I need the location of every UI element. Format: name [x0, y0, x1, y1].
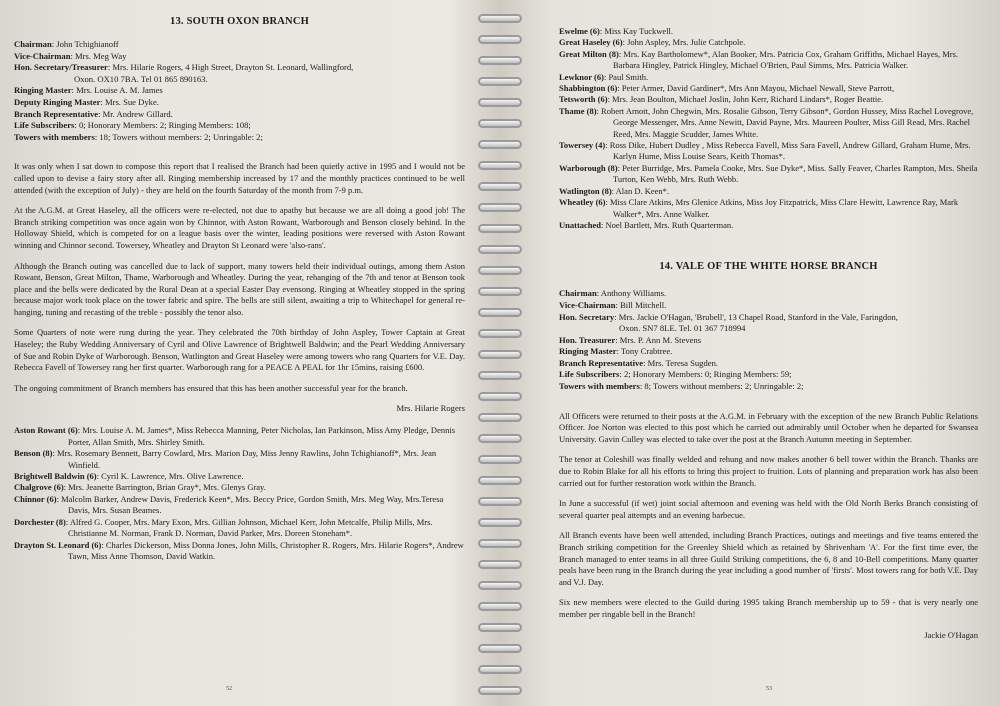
officer-row [559, 335, 978, 347]
tower-name: Tetsworth (6) [559, 94, 608, 105]
tower-entry [559, 37, 978, 48]
officer-row [559, 369, 978, 381]
report-paragraph: In June a successful (if wet) joint social afternoon and evening was held with the Old North Berks Branch consisting of several quarter peal attempts and an evening barbecue. [559, 498, 978, 520]
tower-members: : Peter Armer, David Gardiner*, Mrs Ann Mayou, Michael Newall, Steve Parrott, [617, 83, 895, 94]
officer-value: : Anthony Williams. [596, 288, 667, 299]
signature: Jackie O'Hagan [924, 629, 978, 640]
report-paragraph: It was only when I sat down to compose this report that I realised the Branch had been quietly active in 1995 and I would not be called upon to devise a fairy story after all. Ringing membership increased by 17 and the monthly practices continued to be well attended (with the exception of July) - they are held on the fourth Saturday of the month from 7-9 p.m. [14, 161, 465, 195]
report-paragraph: All Officers were returned to their posts at the A.G.M. in February with the exception of the new Branch Public Relations Officer. Joe Norton was elected to this post which he carried out admirably until October when he departed for Swansea University. Gavin Culley was elected to take over the post at the Branch Autumn meeting in September. [559, 410, 978, 444]
officer-label: Life Subscribers [559, 369, 620, 380]
officer-value: : Mrs. P. Ann M. Stevens [615, 334, 702, 345]
tower-name: Wheatley (6) [559, 197, 606, 208]
officer-value: : 0; Honorary Members: 2; Ringing Members: 108; [74, 120, 251, 131]
tower-members: : Robert Arnott, John Chegwin, Mrs. Rosalie Gibson, Terry Gibson*, Gordon Hussey, Miss Rachel Lovegrove, George Messenger, Mrs. Anne Newitt, David Payne, Mrs. Maureen Poulter, Miss Gill Read, Mrs. Rachel Reed, Mrs. Maggie Scudder, James White. [596, 105, 974, 139]
tower-entry [14, 517, 465, 540]
tower-name: Chinnor (6) [14, 493, 57, 504]
tower-list [559, 26, 978, 231]
tower-entry [559, 26, 978, 37]
tower-entry [14, 448, 465, 471]
tower-entry [14, 494, 465, 517]
tower-name: Aston Rowant (6) [14, 425, 78, 436]
tower-members: : Peter Burridge, Mrs. Pamela Cooke, Mrs. Sue Dyke*, Miss. Sally Feaver, Charles Rampton, Mrs. Sheila Turton, Ken Webb, Mrs. Ruth Webb. [613, 162, 978, 185]
officer-value: : Mrs. Hilarie Rogers, 4 High Street, Drayton St. Leonard, Wallingford, [107, 62, 354, 73]
tower-name: Unattached [559, 219, 602, 230]
branch-heading: 14. VALE OF THE WHITE HORSE BRANCH [659, 261, 878, 273]
officer-label: Branch Representative [559, 357, 644, 368]
tower-name: Ewelme (6) [559, 26, 600, 36]
officer-row [14, 74, 465, 86]
tower-entry [559, 94, 978, 105]
officer-label: Deputy Ringing Master [14, 96, 101, 107]
report-paragraph: At the A.G.M. at Great Haseley, all the officers were re-elected, not due to apathy but because we are all doing a good job! The Branch striking competition was once again won by Chinnor, with Aston Rowant, Warborough and Benson closely behind. In the Holloway Shield, which is competed for on a league basis over the winter, leading positions were reversed with Aston Rowant winning and Chinnor second. Towersey, Wheatley and Drayton St Leonard were 'also-rans'. [14, 205, 465, 250]
officer-value: : Mrs. Jackie O'Hagan, 'Brubell', 13 Chapel Road, Stanford in the Vale, Faringdon, [614, 311, 898, 322]
report-paragraph: Some Quarters of note were rung during the year. They celebrated the 70th birthday of John Aspley, Tower Captain at Great Haseley; the Ruby Wedding Anniversary of Cyril and Olive Lawrence of Brightwell Baldwin; and the Pearl Wedding Anniversary of Sue and Robin Dyke of Warborough. Benson, Watlington and Great Haseley were among towers who rang Quarters for V.E. Day. Rebecca Favell of Towersey rang her first quarter. Warborough rang for a PEACE A PEAL for 1hr 15mins, raising £600. [14, 327, 465, 373]
right-page [515, 0, 1000, 706]
officer-label: Vice-Chairman [14, 50, 71, 61]
tower-members: : Charles Dickerson, Miss Donna Jones, John Mills, Christopher R. Rogers, Mrs. Hilarie Rogers*, Andrew Tawn, Miss Anne Thomson, David Watkin. [68, 539, 464, 561]
tower-entry [559, 186, 978, 197]
officer-label: Chairman [14, 39, 52, 49]
tower-entry [14, 482, 465, 493]
officer-value: : Mr. Andrew Gillard. [98, 108, 173, 119]
page-number: 53 [766, 686, 772, 692]
tower-name: Drayton St. Leonard (6) [14, 539, 102, 550]
officer-row [559, 312, 978, 324]
report-paragraph: The ongoing commitment of Branch members has ensured that this has been another successful year for the branch. [14, 382, 408, 393]
report-paragraph: All Branch events have been well attended, including Branch Practices, outings and meetings and five teams entered the Branch striking competition for the Greenley Shield which as retained by Shrivenham 'A'. For the first time ever, the Branch managed to enter teams in all three Guild Striking competitions, the 6, 8 and 10-Bell competitions. Many quarter peals have been rung in the Branch during the year including a good number of 'firsts'. Most towers rang for both V.E. Day and V.J. Day. [559, 530, 978, 587]
tower-entry [559, 163, 978, 186]
tower-members: : Alan D. Keen*. [611, 185, 670, 196]
tower-name: Warborough (8) [559, 162, 618, 173]
officer-label: Chairman [559, 288, 597, 299]
officer-row [559, 381, 978, 393]
officer-value: : Mrs. Sue Dyke. [100, 96, 159, 107]
officer-value: : Mrs. Teresa Sugden. [643, 357, 719, 368]
tower-name: Towersey (4) [559, 140, 606, 151]
officers-list [559, 288, 978, 392]
officer-row [559, 323, 978, 335]
officer-row [14, 39, 465, 51]
tower-entry [14, 540, 465, 563]
tower-name: Great Haseley (6) [559, 37, 623, 48]
officer-row [559, 358, 978, 370]
officer-label: Ringing Master [559, 346, 617, 357]
tower-members: : Ross Dike, Hubert Dudley , Miss Rebecca Favell, Miss Sara Favell, Andrew Gillard, Graham Hume, Mrs. Karlyn Hume, Miss Louise Sears, Keith Thomas*. [605, 140, 971, 162]
tower-members: : Mrs. Jeanette Barrington, Brian Gray*, Mrs. Glenys Gray. [63, 482, 266, 493]
tower-members: : Cyril K. Lawrence, Mrs. Olive Lawrence. [96, 471, 244, 482]
tower-entry [559, 220, 978, 231]
page-number: 52 [226, 686, 232, 692]
officer-row [14, 51, 465, 63]
tower-members: : Mrs. Jean Boulton, Michael Joslin, John Kerr, Richard Lindars*, Roger Beattie. [607, 94, 884, 105]
tower-name: Lewknor (6) [559, 71, 604, 82]
tower-list [14, 425, 465, 562]
tower-name: Watlington (8) [559, 185, 612, 196]
tower-members: : Paul Smith. [603, 71, 649, 82]
tower-members: : Miss Clare Atkins, Mrs Glenice Atkins, Miss Joy Fitzpatrick, Miss Clare Hewitt, Lawrence Ray, Mark Walker*, Mrs. Anne Walker. [605, 197, 959, 219]
officer-label: Towers with members [559, 381, 640, 392]
officer-label: Vice-Chairman [559, 299, 616, 310]
report-text [14, 161, 465, 394]
report-paragraph: Six new members were elected to the Guild during 1995 taking Branch membership up to 59 - that is very nearly one member per ringable bell in the Branch! [559, 597, 978, 619]
officer-row [14, 62, 465, 74]
officer-row [14, 109, 465, 121]
officer-label: Ringing Master [14, 85, 72, 96]
tower-members: : Miss Kay Tuckwell. [599, 26, 674, 36]
officer-label: Hon. Treasurer [559, 334, 616, 345]
tower-entry [14, 471, 465, 482]
officer-label: Branch Representative [14, 108, 99, 119]
officer-label: Towers with members [14, 131, 95, 142]
officer-row [14, 132, 465, 144]
officers-list [14, 39, 465, 143]
tower-name: Shabbington (6) [559, 83, 618, 94]
tower-entry [559, 72, 978, 83]
officer-row [559, 346, 978, 358]
officer-value: : 18; Towers without members: 2; Unringable: 2; [94, 131, 263, 142]
tower-members: : Malcolm Barker, Andrew Davis, Frederick Keen*, Mrs. Beccy Price, Gordon Smith, Mrs. Meg Way, Mrs.Teresa Davis, Mrs. Susan Beames. [56, 493, 444, 516]
officer-row [559, 288, 978, 300]
tower-entry [559, 197, 978, 220]
officer-label: Life Subscribers [14, 120, 75, 131]
tower-name: Benson (8) [14, 448, 53, 459]
branch-heading: 13. SOUTH OXON BRANCH [170, 16, 309, 27]
officer-value: Oxon. OX10 7BA. Tel 01 865 890163. [74, 73, 208, 84]
officer-label: Hon. Secretary [559, 311, 615, 322]
report-paragraph: Although the Branch outing was cancelled due to lack of support, many towers held their individual outings, among them Aston Rowant, Benson, Great Milton, Thame, Warborough and Wheatley. During the year, rehanging of the 7th and tenor at Benson took place and the bells were dedicated by the Rural Dean at a special Easter Day evensong. Ringing at Wheatley stopped in the spring because major work took place on the tower fabric and spire. The bells are still silent, awaiting a trip to Whitechapel for general re-hanging, tuning and recasting of the treble - possibly the tenor also. [14, 260, 465, 317]
tower-name: Great Milton (8) [559, 48, 619, 59]
tower-name: Thame (8) [559, 105, 597, 116]
tower-members: : Mrs. Kay Bartholomew*, Alan Booker, Mrs. Patricia Cox, Graham Griffiths, Michael Hayes, Mrs. Barbara Hingley, Patrick Hingley, Michael O'Brien, Paul Simms, Mrs. Patricia Walker. [613, 48, 959, 71]
report-text [559, 411, 978, 621]
officer-value: : Tony Crabtree. [616, 346, 673, 357]
tower-entry [14, 425, 465, 448]
officer-value: : Mrs. Louise A. M. James [71, 85, 163, 96]
tower-entry [559, 140, 978, 163]
tower-members: : Noel Bartlett, Mrs. Ruth Quarterman. [601, 219, 734, 230]
tower-members: : Mrs. Louise A. M. James*, Miss Rebecca Manning, Peter Nicholas, Ian Parkinson, Miss Amy Pledge, Dennis Porter, Allan Smith, Mrs. Shirley Smith. [68, 425, 456, 447]
tower-members: : John Aspley, Mrs. Julie Catchpole. [622, 37, 746, 48]
officer-value: : Mrs. Meg Way [70, 50, 127, 61]
tower-entry [559, 49, 978, 72]
officer-row [14, 85, 465, 97]
signature: Mrs. Hilarie Rogers [396, 403, 465, 414]
left-page [0, 0, 485, 706]
officer-value: Oxon. SN7 8LE. Tel. 01 367 718994 [619, 323, 746, 334]
tower-name: Brightwell Baldwin (6) [14, 471, 97, 482]
officer-value: : 8; Towers without members: 2; Unringable: 2; [639, 381, 804, 392]
tower-name: Dorchester (8) [14, 516, 66, 527]
officer-value: : Bill Mitchell. [615, 299, 667, 310]
report-paragraph: The tenor at Coleshill was finally welded and rehung and now makes another 6 bell tower within the Branch. Thanks are due to Robin Blake for all his efforts to bring this project to fruition. Lots of planning and preparation work has also been carried out for further restoration work within the Branch. [559, 454, 978, 488]
officer-value: : John Tchighianoff [51, 39, 119, 49]
tower-name: Chalgrove (6) [14, 482, 64, 493]
tower-entry [559, 83, 978, 94]
tower-members: : Mrs. Rosemary Bennett, Barry Cowlard, Mrs. Marion Day, Miss Jenny Rawlins, John Tchighianoff*, Mrs. Jean Winfield. [52, 448, 437, 470]
tower-entry [559, 106, 978, 140]
officer-label: Hon. Secretary/Treasurer [14, 62, 108, 73]
tower-members: : Alfred G. Cooper, Mrs. Mary Exon, Mrs. Gillian Johnson, Michael Kerr, John Metcalfe, Philip Mills, Mrs. Christianne M. Norman, Frank D. Norman, David Parker, Mrs. Doreen Stoneham*. [65, 516, 433, 539]
officer-row [14, 120, 465, 132]
officer-value: : 2; Honorary Members: 0; Ringing Members: 59; [619, 369, 792, 380]
officer-row [559, 300, 978, 312]
officer-row [14, 97, 465, 109]
